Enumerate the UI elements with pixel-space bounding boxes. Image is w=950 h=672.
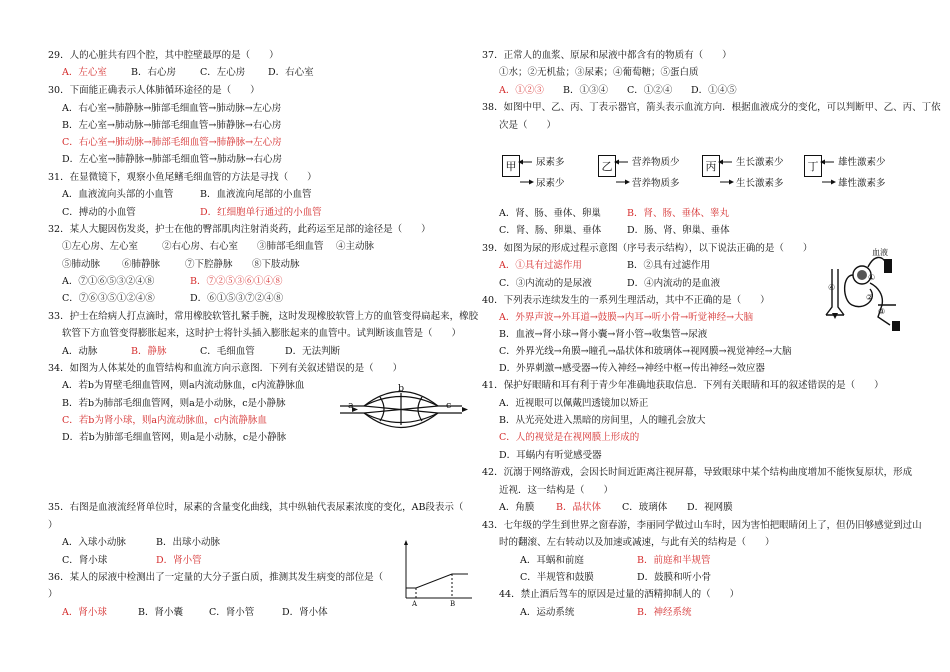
- q38-option-c: C．肾、肠、卵巢、垂体: [499, 225, 602, 236]
- q40-option-d: D．外界刺激→感受器→传入神经→神经中枢→传出神经→效应器: [499, 363, 765, 374]
- q36-stem-end: ）: [48, 589, 58, 600]
- q42-option-d: D．视网膜: [687, 502, 733, 513]
- q37-option-d: D．①④⑤: [691, 85, 737, 96]
- q42-stem-1: 42．沉溺于网络游戏，会因长时间近距离注视屏幕，导致眼球中某个结构曲度增加不能恢复原状，形成: [482, 467, 913, 478]
- q39-label-2: ②: [866, 293, 874, 302]
- q35-stem: 35．右图是血液流经肾单位时，尿素的含量变化曲线，其中纵轴代表尿素浓度的变化，AB段表示（: [48, 502, 464, 513]
- q31-option-c: C．搏动的小血管: [62, 207, 136, 218]
- organ-box-yi: 乙: [598, 155, 616, 177]
- q31-option-b: B．血液流向尾部的小血管: [200, 189, 312, 200]
- q34-label-c: c: [446, 400, 452, 411]
- q33-option-b: B．静脉: [131, 346, 167, 357]
- q36-stem: 36．某人的尿液中检测出了一定量的大分子蛋白质，推测其发生病变的部位是（: [48, 572, 384, 583]
- organ-arrows-ding: [820, 158, 836, 188]
- organ-bottom-bing: 生长激素多: [736, 178, 784, 189]
- q33-option-a: A．动脉: [62, 346, 98, 357]
- q30-option-d: D．左心室→肺静脉→肺部毛细血管→肺动脉→右心房: [62, 154, 282, 165]
- q40-stem: 40．下列表示连续发生的一系列生理活动，其中不正确的是（ ）: [482, 295, 770, 306]
- q35-option-b: B．出球小动脉: [156, 537, 220, 548]
- q40-option-a: A．外界声波→外耳道→鼓膜→内耳→听小骨→听觉神经→大脑: [499, 312, 754, 323]
- q29-option-c: C．左心房: [200, 67, 246, 78]
- q32-item-4: ④主动脉: [336, 241, 375, 252]
- organ-box-bing: 丙: [702, 155, 720, 177]
- q29-option-d: D．右心室: [268, 67, 314, 78]
- q38-option-d: D．肠、肾、卵巢、垂体: [627, 225, 730, 236]
- q43-option-b: B．前庭和半规管: [637, 555, 711, 566]
- q43-option-a: A．耳蜗和前庭: [520, 555, 584, 566]
- q43-option-d: D．鼓膜和听小骨: [637, 572, 712, 583]
- organ-box-jia: 甲: [502, 155, 520, 177]
- q32-stem: 32．某人大腿因伤发炎，护士在他的臀部肌肉注射消炎药，此药运至足部的途径是（ ）: [48, 224, 431, 235]
- q36-option-c: C．肾小管: [209, 607, 255, 618]
- q42-option-c: C．玻璃体: [622, 502, 668, 513]
- q32-item-6: ⑥肺静脉: [122, 259, 161, 270]
- organ-top-jia: 尿素多: [536, 157, 565, 168]
- organ-arrows-yi: [614, 158, 630, 188]
- q34-option-a: A．若b为胃壁毛细血管网，则a内流动脉血，c内流静脉血: [62, 380, 305, 391]
- q33-stem-1: 33．护士在给病人打点滴时，常用橡胶软管扎紧手腕，这时发现橡胶软管上方的血管变得扁起来，橡胶: [48, 311, 479, 322]
- q38-stem-1: 38．如图中甲、乙、丙、丁表示器官，箭头表示血流方向．根据血液成分的变化，可以判断甲、乙、丙、丁依: [482, 102, 941, 113]
- q35-label-a: A: [412, 600, 418, 608]
- q32-option-b: B．⑦②⑤③⑥①④⑧: [190, 276, 283, 287]
- q35-option-a: A．入球小动脉: [62, 537, 126, 548]
- q29-option-b: B．右心房: [131, 67, 176, 78]
- q42-option-b: B．晶状体: [556, 502, 601, 513]
- q39-label-blood: 血液: [872, 248, 888, 257]
- q33-option-d: D．无法判断: [285, 346, 341, 357]
- organ-bottom-ding: 雄性激素多: [838, 178, 886, 189]
- q31-stem: 31．在显微镜下，观察小鱼尾鳍毛细血管的方法是寻找（ ）: [48, 172, 317, 183]
- q36-option-a: A．肾小球: [62, 607, 107, 618]
- q38-option-b: B．肾、肠、垂体、睾丸: [627, 208, 729, 219]
- q41-option-d: D．耳蜗内有听觉感受器: [499, 450, 602, 461]
- q43-stem-1: 43．七年级的学生到世界之窗春游，李丽同学做过山车时，因为害怕把眼睛闭上了，但仍旧够感觉到过山: [482, 520, 922, 531]
- q44-stem: 44．禁止酒后驾车的原因是过量的酒精抑制人的（ ）: [499, 589, 740, 600]
- q36-option-d: D．肾小体: [282, 607, 328, 618]
- q41-stem: 41．保护好眼睛和耳有利于青少年准确地获取信息．下列有关眼睛和耳的叙述错误的是（ ）: [482, 380, 884, 391]
- organ-bottom-yi: 营养物质多: [632, 178, 680, 189]
- q30-option-c: C．右心室→肺动脉→肺部毛细血管→肺静脉→左心房: [62, 137, 282, 148]
- q32-item-5: ⑤肺动脉: [62, 259, 101, 270]
- q38-stem-2: 次是（ ）: [499, 120, 557, 131]
- organ-top-ding: 雄性激素少: [838, 157, 886, 168]
- q40-option-c: C．外界光线→角膜→瞳孔→晶状体和玻璃体→视网膜→视觉神经→大脑: [499, 346, 792, 357]
- organ-arrows-bing: [718, 158, 734, 188]
- q31-option-a: A．血液流向头部的小血管: [62, 189, 174, 200]
- q34-option-c: C．若b为肾小球，则a内流动脉血，c内流静脉血: [62, 415, 267, 426]
- q31-option-d: D．红细胞单行通过的小血管: [200, 207, 322, 218]
- q39-option-b: B．②具有过滤作用: [627, 260, 710, 271]
- q35-urea-curve: [402, 540, 476, 602]
- q36-option-b: B．肾小囊: [138, 607, 183, 618]
- q41-option-c: C．人的视觉是在视网膜上形成的: [499, 432, 640, 443]
- q35-option-d: D．肾小管: [156, 555, 202, 566]
- organ-top-yi: 营养物质少: [632, 157, 680, 168]
- q32-item-2: ②右心房、右心室: [162, 241, 239, 252]
- q34-option-b: B．若b为肺部毛细血管网，则a是小动脉，c是小静脉: [62, 398, 286, 409]
- q30-stem: 30．下面能正确表示人体肺循环途径的是（ ）: [48, 85, 260, 96]
- q43-stem-2: 时的翻滚、左右转动以及加速或减速，与此有关的结构是（ ）: [499, 537, 775, 548]
- q35-stem-end: ）: [48, 520, 58, 531]
- q37-option-a: A．①②③: [499, 85, 544, 96]
- q34-label-b: b: [398, 383, 405, 394]
- q34-option-d: D．若b为肺部毛细血管网，则a是小动脉，c是小静脉: [62, 432, 287, 443]
- q39-label-1: ①: [868, 273, 876, 282]
- q39-label-3: ③: [878, 307, 886, 316]
- q32-item-1: ①左心房、左心室: [62, 241, 139, 252]
- q44-option-a: A．运动系统: [520, 607, 575, 618]
- organ-box-ding: 丁: [804, 155, 822, 177]
- q29-option-a: A．左心室: [62, 67, 107, 78]
- q37-option-c: C．①②④: [627, 85, 673, 96]
- q39-stem: 39．如图为尿的形成过程示意图（序号表示结构），以下说法正确的是（ ）: [482, 243, 813, 254]
- q37-option-b: B．①③④: [563, 85, 608, 96]
- q32-item-7: ⑦下腔静脉: [185, 259, 233, 270]
- q39-option-c: C．③内流动的是尿液: [499, 278, 592, 289]
- q33-option-c: C．毛细血管: [200, 346, 255, 357]
- q42-stem-2: 近视．这一结构是（ ）: [499, 485, 614, 496]
- q39-nephron-diagram: [812, 245, 904, 333]
- q32-item-3: ③肺部毛细血管: [257, 241, 324, 252]
- q44-option-b: B．神经系统: [637, 607, 692, 618]
- q29-stem: 29．人的心脏共有四个腔，其中腔壁最厚的是（ ）: [48, 50, 279, 61]
- q30-option-b: B．左心室→肺动脉→肺部毛细血管→肺静脉→右心房: [62, 120, 282, 131]
- q42-option-a: A．角膜: [499, 502, 535, 513]
- q39-option-a: A．①具有过滤作用: [499, 260, 582, 271]
- q40-option-b: B．血液→肾小球→肾小囊→肾小管→收集管→尿液: [499, 329, 708, 340]
- q32-item-8: ⑧下肢动脉: [252, 259, 300, 270]
- q37-items: ①水；②无机盐；③尿素；④葡萄糖；⑤蛋白质: [499, 67, 699, 78]
- q35-option-c: C．肾小球: [62, 555, 108, 566]
- q39-label-4: ④: [828, 283, 836, 292]
- q37-stem: 37．正常人的血浆、原尿和尿液中都含有的物质有（ ）: [482, 50, 732, 61]
- q41-option-a: A．近视眼可以佩戴凹透镜加以矫正: [499, 398, 649, 409]
- q38-option-a: A．肾、肠、垂体、卵巢: [499, 208, 601, 219]
- q43-option-c: C．半规管和鼓膜: [520, 572, 594, 583]
- organ-arrows-jia: [518, 158, 534, 188]
- q30-option-a: A．右心室→肺静脉→肺部毛细血管→肺动脉→左心房: [62, 103, 282, 114]
- q32-option-d: D．⑥①⑤③⑦②④⑧: [190, 293, 284, 304]
- organ-bottom-jia: 尿素少: [536, 178, 565, 189]
- q34-label-a: a: [348, 400, 354, 411]
- q33-stem-2: 软管下方血管变得膨胀起来，这时护士将针头插入膨胀起来的血管中。试判断该血管是（ ）: [62, 328, 462, 339]
- q34-stem: 34．如图为人体某处的血管结构和血流方向示意图．下列有关叙述错误的是（ ）: [48, 363, 403, 374]
- q35-label-b: B: [450, 600, 456, 608]
- q41-option-b: B．从光亮处进入黑暗的房间里，人的瞳孔会放大: [499, 415, 706, 426]
- q32-option-a: A．⑦①⑥⑤③②④⑧: [62, 276, 155, 287]
- q32-option-c: C．⑦⑥③⑤①②④⑧: [62, 293, 155, 304]
- organ-top-bing: 生长激素少: [736, 157, 784, 168]
- q39-option-d: D．④内流动的是血液: [627, 278, 721, 289]
